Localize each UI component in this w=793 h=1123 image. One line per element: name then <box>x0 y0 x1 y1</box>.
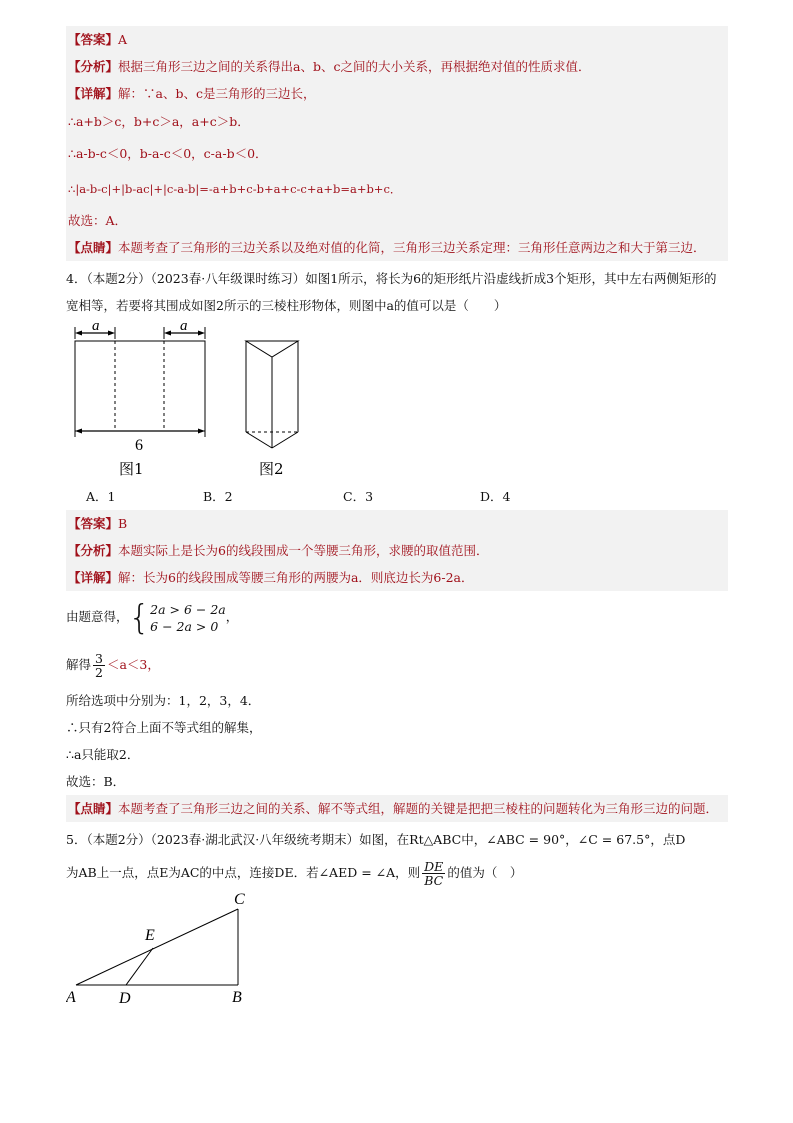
q4-options <box>66 484 728 510</box>
only-two-line: ∴只有2符合上面不等式组的解集， <box>66 720 262 735</box>
detail-line: ∴a-b-c＜0，b-a-c＜0，c-a-b＜0． <box>68 146 268 161</box>
detail-text: 解：∵a、b、c是三角形的三边长， <box>118 86 316 101</box>
comment-tag: 【点睛】 <box>68 240 119 255</box>
q5-stem-line2 <box>66 853 728 893</box>
label-C: C <box>234 893 245 908</box>
brace-icon: { <box>128 597 151 638</box>
solve-suffix: ＜a＜3， <box>106 657 160 672</box>
figure2 <box>246 341 298 478</box>
q3-detail-line <box>68 80 726 107</box>
analysis-text: 本题实际上是长为6的线段围成一个等腰三角形，求腰的取值范围． <box>118 543 489 558</box>
inequality-system <box>128 597 226 638</box>
detail-line: ∴|a-b-c|+|b-ac|+|c-a-b|=-a+b+c-b+a+c-c+a+b=a+b+c． <box>68 182 402 196</box>
fraction-denominator: 2 <box>95 665 103 680</box>
label-a-right: a <box>180 319 188 334</box>
q3-answer-block <box>66 26 728 261</box>
option-b: B．2 <box>203 489 233 504</box>
solve-prefix: 解得 <box>66 657 92 672</box>
label-a-left: a <box>92 319 100 334</box>
answer-value: B <box>118 516 128 531</box>
q3-comment <box>68 234 726 261</box>
fraction-denominator: BC <box>424 873 444 888</box>
q4-system-line <box>66 591 728 643</box>
option-a: A．1 <box>86 489 116 504</box>
label-E: E <box>145 927 155 944</box>
comment-text: 本题考查了三角形的三边关系以及绝对值的化简，三角形三边关系定理：三角形任意两边之和大于第三边． <box>118 240 706 255</box>
page <box>66 26 728 1008</box>
q4-answer-line <box>68 510 726 537</box>
q4-detail-line <box>68 564 726 591</box>
analysis-tag: 【分析】 <box>68 59 119 74</box>
q4-comment-block <box>66 795 728 822</box>
q5-stem-pre: 为AB上一点，点E为AC的中点，连接DE．若∠AED = ∠A，则 <box>66 865 421 880</box>
only-a-line: ∴a只能取2． <box>66 747 140 762</box>
detail-tag: 【详解】 <box>68 570 119 585</box>
label-D: D <box>119 990 131 1007</box>
comment-text: 本题考查了三角形三边之间的关系、解不等式组，解题的关键是把把三棱柱的问题转化为三角形三边的问题． <box>118 801 719 816</box>
analysis-tag: 【分析】 <box>68 543 119 558</box>
q4-analysis-line <box>68 537 726 564</box>
label-A: A <box>66 989 76 1006</box>
q4-figure-svg <box>66 319 366 484</box>
choice-line: 故选：A． <box>68 213 128 228</box>
answer-value: A <box>118 32 128 47</box>
q5-stem-post: 的值为（ ） <box>447 865 523 880</box>
q4-answer-block <box>66 510 728 591</box>
options-values-line: 所给选项中分别为：1，2，3，4． <box>66 693 261 708</box>
comment-tag: 【点睛】 <box>68 801 119 816</box>
option-c: C．3 <box>343 489 374 504</box>
detail-text: 解：长为6的线段围成等腰三角形的两腰为a．则底边长为6-2a． <box>118 570 474 585</box>
caption-figure1: 图1 <box>119 460 144 478</box>
solve-fraction <box>93 652 105 679</box>
q5-figure <box>66 893 728 1008</box>
q3-analysis-line <box>68 53 726 80</box>
q5-figure-svg <box>66 893 266 1008</box>
system-line1: 2a > 6 − 2a <box>150 601 226 617</box>
q5-fraction <box>422 860 445 887</box>
q4-figures <box>66 319 728 484</box>
system-line2: 6 − 2a > 0 <box>150 618 219 634</box>
choice-line: 故选：B． <box>66 774 126 789</box>
figure1 <box>75 319 205 478</box>
fraction-numerator: DE <box>424 859 444 874</box>
answer-tag: 【答案】 <box>68 32 119 47</box>
fraction-numerator: 3 <box>95 651 103 666</box>
q4-stem: 4．（本题2分）（2023春·八年级课时练习）如图1所示，将长为6的矩形纸片沿虚线折成3个矩形，其中左右两侧矩形的宽相等，若要将其围成如图2所示的三棱柱形物体，则图中a的值可以是（ ） <box>66 271 717 313</box>
q5-stem-line1: 5．（本题2分）（2023春·湖北武汉·八年级统考期末）如图，在Rt△ABC中，∠ABC = 90°，∠C = 67.5°，点D <box>66 832 686 847</box>
q3-answer-line <box>68 26 726 53</box>
analysis-text: 根据三角形三边之间的关系得出a、b、c之间的大小关系，再根据绝对值的性质求值． <box>118 59 591 74</box>
detail-tag: 【详解】 <box>68 86 119 101</box>
label-length: 6 <box>135 437 143 454</box>
answer-tag: 【答案】 <box>68 516 119 531</box>
system-prefix: 由题意得， <box>66 609 129 624</box>
option-d: D．4 <box>480 489 511 504</box>
label-B: B <box>232 989 242 1006</box>
caption-figure2: 图2 <box>259 460 284 478</box>
q4-solve-line <box>66 643 728 687</box>
system-suffix: ， <box>225 609 239 624</box>
detail-line: ∴a+b＞c，b+c＞a，a+c＞b． <box>68 114 250 129</box>
system-lines <box>150 601 226 635</box>
q4-comment <box>68 795 726 822</box>
